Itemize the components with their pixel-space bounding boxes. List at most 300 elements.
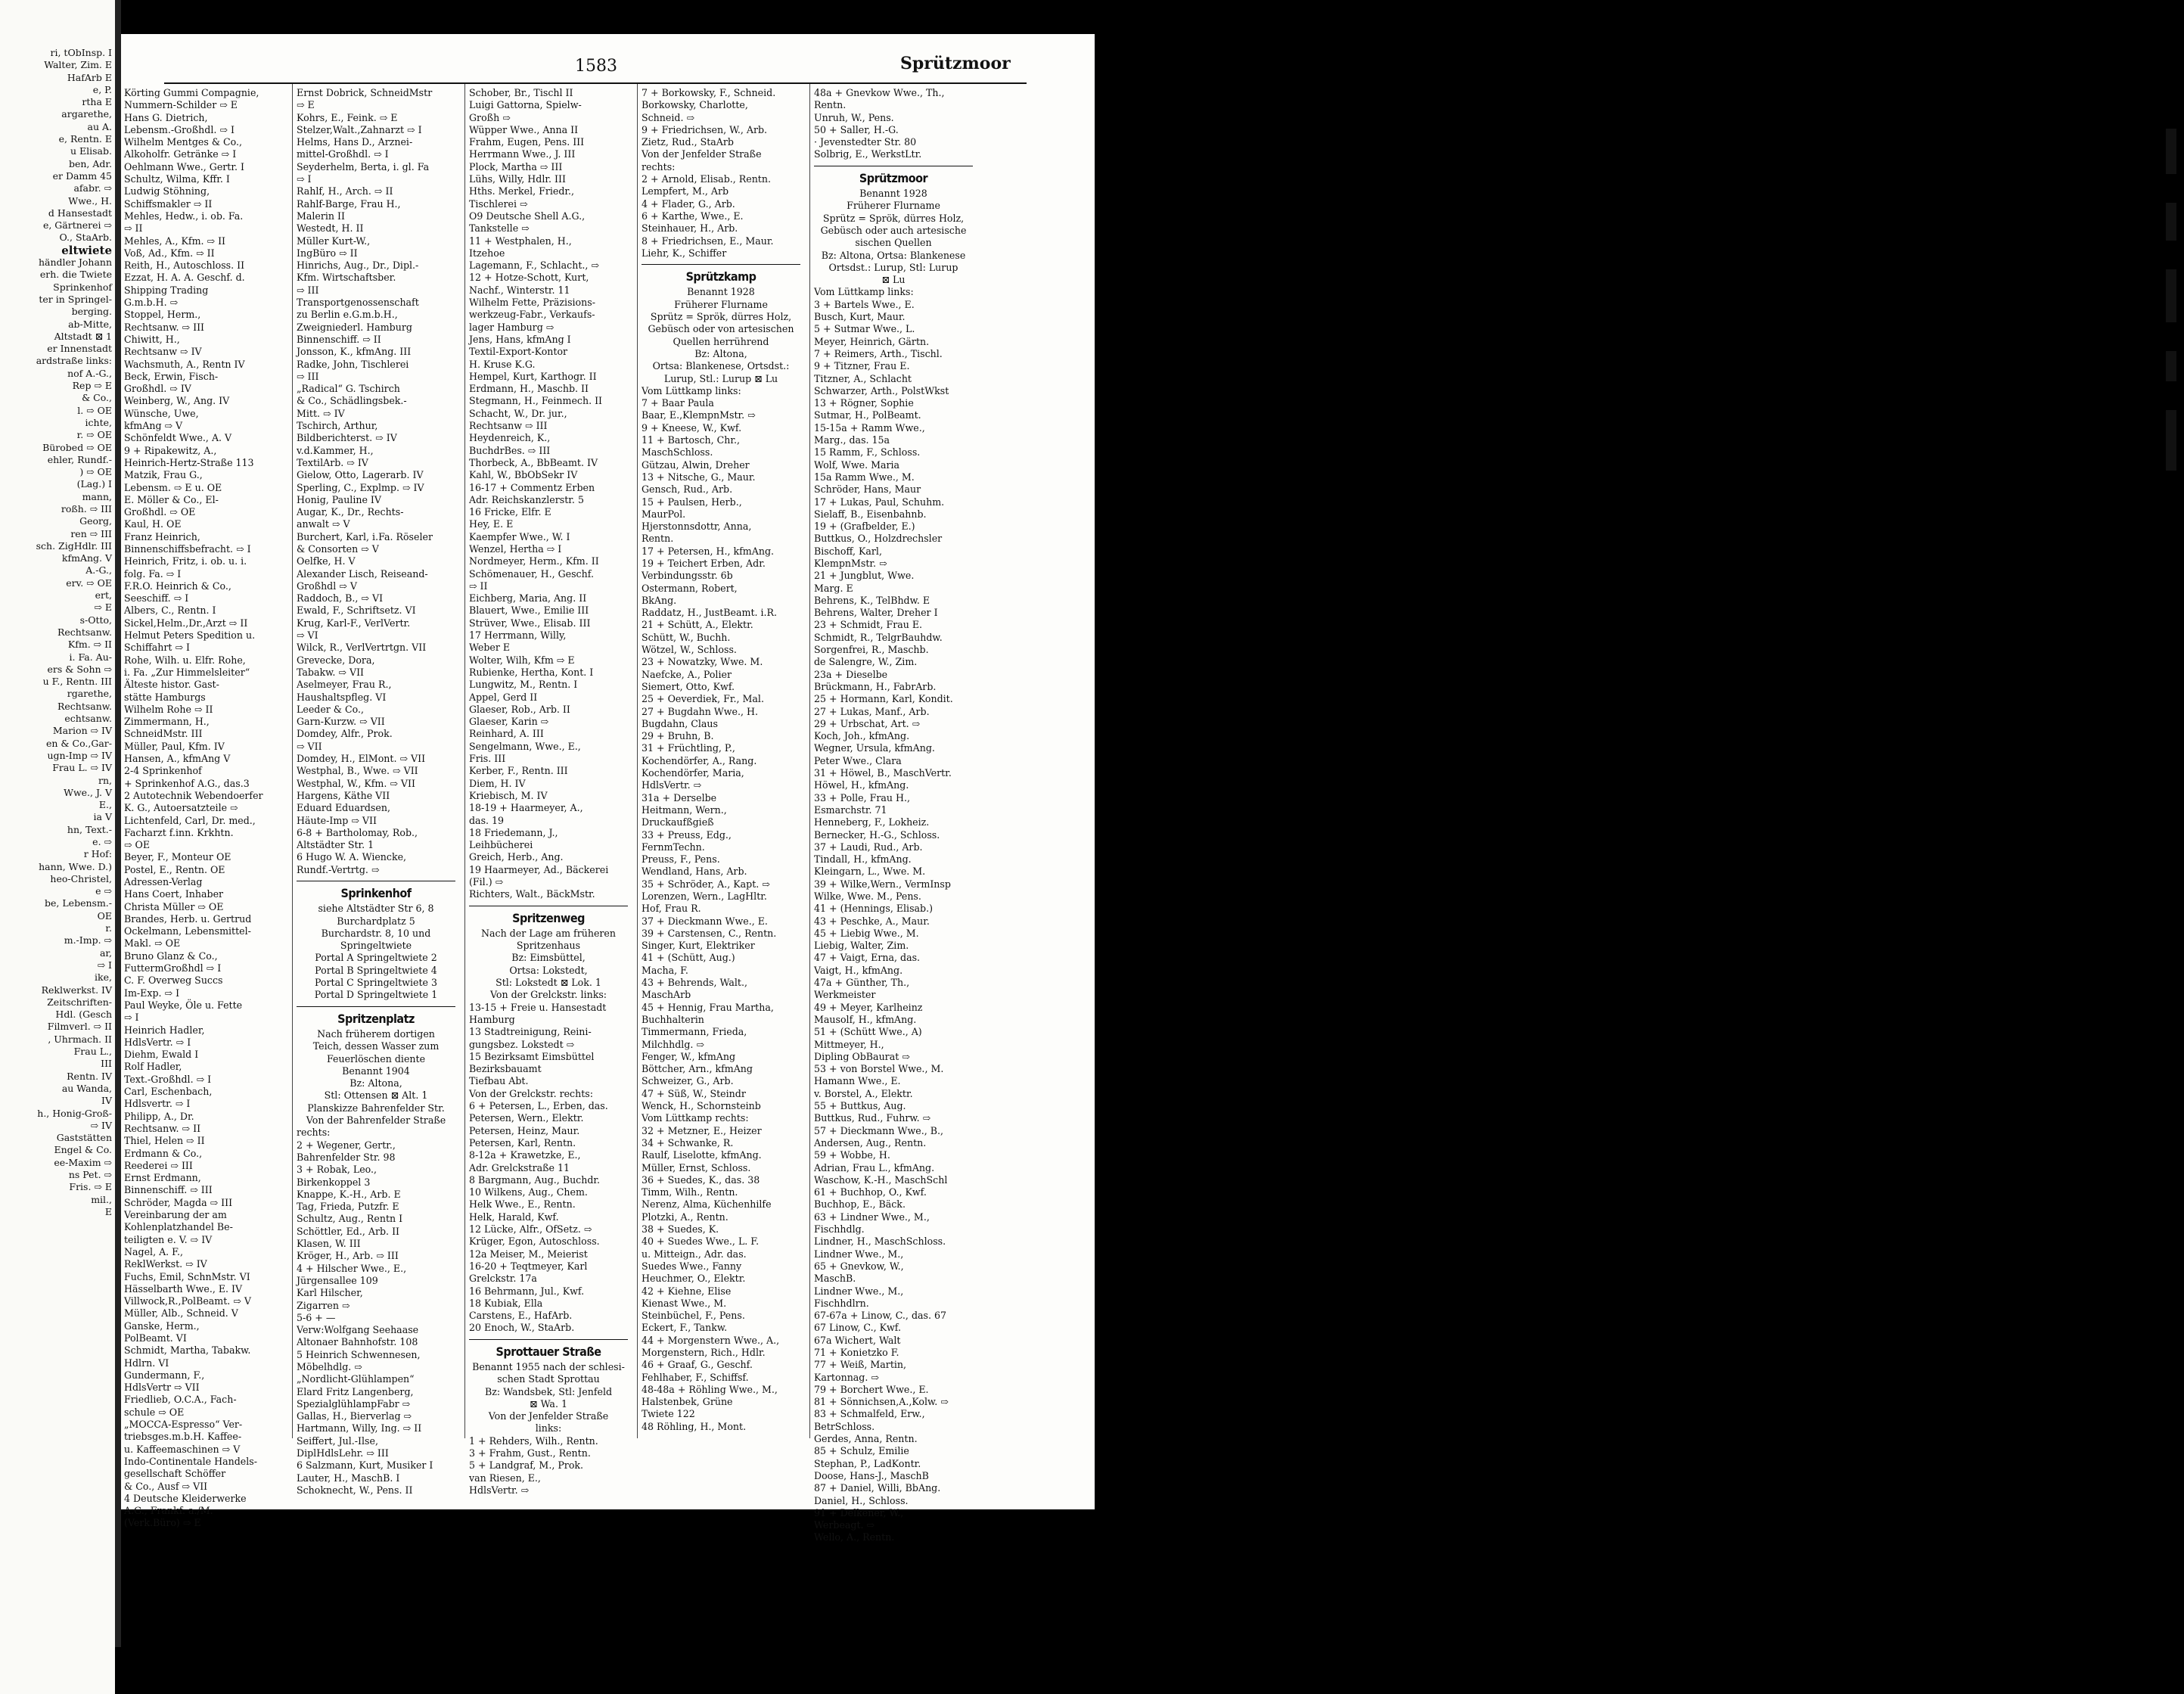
entry-line: Wünsche, Uwe, — [124, 407, 199, 419]
entry-line: HdlsVertr. ⇨ I — [124, 1036, 191, 1048]
entry-line: Matzik, Frau G., — [124, 469, 203, 481]
entry-line: au Wanda, — [61, 1082, 112, 1094]
entry-line: 81 + Sönnichsen,A.,Kolw. ⇨ — [814, 1396, 949, 1408]
entry-line: 55 + Buttkus, Aug. — [814, 1100, 906, 1112]
entry-line: 19 Haarmeyer, Ad., Bäckerei — [469, 863, 609, 875]
entry-line: Frahm, Eugen, Pens. III — [469, 136, 585, 148]
entry-line: 15 Bezirksamt Eimsbüttel — [469, 1050, 595, 1062]
entry-line: Kohrs, E., Feink. ⇨ E — [297, 111, 398, 123]
entry-line: Rep ⇨ E — [72, 380, 112, 392]
entry-line: anwalt ⇨ V — [297, 518, 350, 530]
entry-line: hn, Text.- — [67, 823, 112, 835]
entry-line: Tabakw. ⇨ VII — [297, 666, 365, 678]
entry-line: Behrens, K., TelBhdw. E — [814, 594, 930, 606]
entry-line: 20 Enoch, W., StaArb. — [469, 1322, 575, 1334]
entry-line: Schiffsmakler ⇨ II — [124, 197, 213, 210]
entry-line: 34 + Schwanke, R. — [642, 1136, 734, 1149]
entry-line: l. ⇨ OE — [77, 404, 112, 416]
entry-line: Hdl. (Gesch — [55, 1009, 112, 1021]
entry-line: 25 + Hormann, Karl, Kondit. — [814, 693, 953, 705]
entry-line: Vom Lüttkamp links: — [814, 286, 914, 298]
entry-line: Karl Hilscher, — [297, 1287, 363, 1299]
entry-line: Chiwitt, H., — [124, 333, 180, 345]
entry-line: 8-12a + Krawetzke, E., — [469, 1149, 581, 1161]
entry-line: Lempfert, M., Arb — [642, 185, 729, 197]
entry-line: Westedt, H. II — [297, 222, 364, 235]
entry-line: Helk, Harald, Kwf. — [469, 1211, 559, 1223]
entry-line: Hths. Merkel, Friedr., — [469, 185, 575, 197]
entry-line: 48a + Gnevkow Wwe., Th., — [814, 87, 945, 98]
entry-line: Kriebisch, M. IV — [469, 789, 548, 801]
entry-line: Adressen-Verlag — [124, 876, 203, 887]
entry-line: ⇨ E — [94, 601, 112, 614]
entry-line: Halstenbek, Grüne — [642, 1396, 733, 1408]
column-divider — [292, 84, 293, 1438]
entry-line: Altstädter Str. 1 — [297, 839, 374, 851]
entry-line: 40 + Suedes Wwe., L. F. — [642, 1236, 760, 1248]
entry-line: 13 + Rögner, Sophie — [814, 397, 914, 409]
entry-line: Tschirch, Arthur, — [297, 420, 378, 432]
entry-line: 18 Kubiak, Ella — [469, 1297, 543, 1309]
entry-line: 83 + Schmalfeld, Erw., — [814, 1408, 925, 1420]
entry-line: Indo-Continentale Handels- — [124, 1455, 257, 1467]
entry-line: Stl: Lokstedt ⊠ Lok. 1 — [496, 977, 601, 989]
entry-line: Facharzt f.inn. Krkhtn. — [124, 826, 234, 838]
entry-line: Garn-Kurzw. ⇨ VII — [297, 716, 385, 728]
entry-line: Domdey, Alfr., Prok. — [297, 728, 393, 740]
entry-line: Aselmeyer, Frau R., — [297, 679, 392, 691]
entry-line: Mitt. ⇨ IV — [297, 407, 345, 419]
entry-line: Albers, C., Rentn. I — [124, 605, 216, 617]
entry-line: Burchardplatz 5 — [337, 915, 415, 927]
entry-line: Müller, Alb., Schneid. V — [124, 1307, 238, 1319]
entry-line: Wilhelm Mentges & Co., — [124, 136, 243, 148]
column-4 — [642, 87, 800, 1441]
entry-line: Kartonnag. ⇨ — [814, 1371, 879, 1383]
entry-line: Hey, E. E — [469, 518, 514, 530]
entry-line: Fris. III — [469, 753, 506, 765]
entry-line: ab-Mitte, — [68, 318, 112, 330]
entry-line: 19 + Teichert Erben, Adr. — [642, 557, 766, 569]
entry-line: HdlsVertr. ⇨ — [642, 779, 702, 791]
entry-line: Luigi Gattorna, Spielw- — [469, 99, 582, 111]
entry-line: 37 + Laudi, Rud., Arb. — [814, 841, 923, 853]
entry-line: Stl: Ottensen ⊠ Alt. 1 — [324, 1089, 428, 1102]
entry-line: 17 + Lukas, Paul, Schuhm. — [814, 496, 945, 508]
entry-line: Gaststätten — [56, 1132, 112, 1144]
entry-line: Gerdes, Anna, Rentn. — [814, 1433, 918, 1445]
entry-line: Wolter, Wilh, Kfm ⇨ E — [469, 654, 575, 666]
entry-line: Gensch, Rud., Arb. — [642, 483, 733, 496]
entry-line: Westphal, W., Kfm. ⇨ VII — [297, 777, 415, 789]
entry-line: Text.-Großhdl. ⇨ I — [124, 1073, 212, 1085]
entry-line: 27 + Lukas, Manf., Arb. — [814, 705, 930, 717]
entry-line: ardstraße links: — [36, 355, 112, 367]
entry-line: Erdmann & Co., — [124, 1147, 203, 1159]
entry-line: Lurup, Stl.: Lurup ⊠ Lu — [663, 372, 778, 384]
entry-line: Wilck, R., VerlVertrtgn. VII — [297, 642, 427, 654]
entry-line: e, Rentn. E — [58, 133, 112, 145]
entry-line: 2 + Arnold, Elisab., Rentn. — [642, 173, 771, 185]
entry-line: 15 + Paulsen, Herb., — [642, 496, 742, 508]
entry-line: Wegner, Ursula, kfmAng. — [814, 742, 935, 754]
entry-line: Rahlf-Barge, Frau H., — [297, 197, 401, 210]
entry-line: 12 + Hotze-Schott, Kurt, — [469, 272, 589, 284]
entry-line: Wachsmuth, A., Rentn IV — [124, 358, 245, 370]
entry-line: 46 + Graaf, G., Geschf. — [642, 1359, 753, 1371]
entry-line: Rechtsanw. ⇨ III — [124, 321, 205, 333]
entry-line: rgarethe, — [67, 688, 112, 700]
entry-line: Sprütz = Sprök, dürres Holz, — [650, 311, 792, 323]
entry-line: 67-67a + Linow, C., das. 67 — [814, 1310, 947, 1322]
entry-line: 21 + Schütt, A., Elektr. — [642, 619, 753, 631]
entry-line: 16 Behrmann, Jul., Kwf. — [469, 1285, 585, 1297]
entry-line: Sengelmann, Wwe., E., — [469, 740, 581, 752]
entry-line: kfmAng. V — [61, 552, 112, 564]
entry-line: Kerber, F., Rentn. III — [469, 765, 568, 777]
entry-line: ⇨ VII — [297, 740, 322, 752]
entry-line: Liebig, Walter, Zim. — [814, 940, 909, 952]
entry-line: Helms, Hans D., Arznei- — [297, 136, 413, 148]
entry-line: 6-8 + Bartholomay, Rob., — [297, 826, 418, 838]
entry-line: Burchert, Karl, i.Fa. Röseler — [297, 530, 433, 542]
entry-line: Kahl, W., BbObSekr IV — [469, 469, 578, 481]
entry-line: 8 + Friedrichsen, E., Maur. — [642, 235, 774, 247]
entry-line: Wüpper Wwe., Anna II — [469, 123, 579, 135]
entry-line: Fehlhaber, F., Schiffsf. — [642, 1371, 749, 1383]
entry-line: 7 + Borkowsky, F., Schneid. — [642, 87, 776, 98]
entry-line: Bz: Altona, — [694, 347, 747, 359]
entry-line: FuttermGroßhdl ⇨ I — [124, 962, 222, 974]
entry-line: Reederei ⇨ III — [124, 1159, 193, 1171]
entry-line: van Riesen, E., — [469, 1472, 541, 1484]
entry-line: Schweizer, G., Arb. — [642, 1075, 734, 1087]
entry-line: Rechtsanw ⇨ III — [469, 420, 548, 432]
entry-line: links: — [535, 1422, 562, 1434]
entry-line: 13-15 + Freie u. Hansestadt — [469, 1001, 607, 1013]
entry-line: Lindner, H., MaschSchloss. — [814, 1236, 946, 1248]
entry-line: Bz: Altona, — [350, 1077, 402, 1089]
entry-line: Petersen, Wern., Elektr. — [469, 1112, 584, 1124]
entry-line: Oehlmann Wwe., Gertr. I — [124, 160, 244, 173]
entry-line: Rentn. — [642, 533, 674, 545]
entry-line: Nachf., Winterstr. 11 — [469, 284, 570, 296]
entry-line: 41 + (Schütt, Aug.) — [642, 952, 735, 964]
entry-line: Rechtsanw. ⇨ II — [124, 1122, 201, 1134]
entry-line: Teich, dessen Wasser zum — [312, 1040, 440, 1052]
entry-line: Schröder, Hans, Maur — [814, 483, 921, 496]
entry-line: Lebensm. ⇨ E u. OE — [124, 481, 222, 493]
page-number: 1583 — [575, 57, 617, 76]
entry-line: Transportgenossenschaft — [297, 297, 419, 309]
entry-line: Eichberg, Maria, Ang. II — [469, 592, 587, 605]
entry-line: Milchhdlg. ⇨ — [642, 1038, 704, 1050]
entry-line: Ostermann, Robert, — [642, 582, 738, 594]
entry-line: , Uhrmach. II — [48, 1033, 112, 1045]
entry-line: Rohe, Wilh. u. Elfr. Rohe, — [124, 654, 246, 666]
entry-line: Kfm. Wirtschaftsber. — [297, 272, 396, 284]
entry-line: Erdmann, H., Maschb. II — [469, 383, 589, 395]
entry-line: Appel, Gerd II — [469, 691, 538, 703]
entry-line: ⇨ IV — [90, 1119, 112, 1131]
entry-line: Von der Jenfelder Straße — [488, 1410, 609, 1422]
entry-line: Seiffert, Jul.-Ilse, — [297, 1434, 378, 1447]
entry-line: Lindner Wwe., M., — [814, 1285, 904, 1297]
entry-line: 43 + Behrends, Walt., — [642, 977, 747, 989]
entry-line: Eduard Eduardsen, — [297, 802, 390, 814]
entry-line: Timm, Wilh., Rentn. — [642, 1186, 738, 1198]
entry-line: ehler, Rundf.- — [47, 453, 112, 465]
entry-line: 6 + Petersen, L., Erben, das. — [469, 1100, 608, 1112]
entry-line: hann, Wwe. D.) — [39, 860, 112, 872]
entry-line: erv. ⇨ OE — [66, 577, 112, 589]
entry-line: r. ⇨ OE — [76, 429, 112, 441]
street-heading: Sprinkenhof — [340, 886, 412, 900]
entry-line: Bischoff, Karl, — [814, 545, 882, 557]
entry-line: m.-Imp. ⇨ — [64, 934, 112, 946]
entry-line: 12a Meiser, M., Meierist — [469, 1248, 588, 1260]
entry-line: 48-48a + Röhling Wwe., M., — [642, 1383, 778, 1395]
entry-line: 15-15a + Ramm Wwe., — [814, 421, 925, 434]
entry-line: Seeschiff. ⇨ I — [124, 592, 189, 605]
entry-line: Shipping Trading — [124, 284, 209, 296]
entry-line: „Nordlicht-Glühlampen“ — [297, 1373, 415, 1385]
entry-line: Schultz, Aug., Rentn I — [297, 1213, 403, 1225]
entry-line: Thorbeck, A., BbBeamt. IV — [469, 456, 598, 468]
entry-line: 47a + Günther, Th., — [814, 977, 910, 989]
entry-line: Adr. Grelckstraße 11 — [469, 1161, 570, 1173]
entry-line: C. F. Overweg Succs — [124, 974, 223, 987]
entry-line: Marg. E — [814, 582, 853, 594]
entry-line: Kaul, H. OE — [124, 518, 182, 530]
entry-line: Franz Heinrich, — [124, 530, 200, 542]
entry-line: Von der Grelckstr. links: — [489, 989, 607, 1001]
entry-line: ⇨ VI — [297, 629, 318, 642]
entry-line: Steinhauer, H., Arb. — [642, 222, 738, 235]
entry-line: 50 + Saller, H.-G. — [814, 123, 899, 135]
entry-line: Friedlieb, O.C.A., Fach- — [124, 1394, 237, 1406]
entry-line: schen Stadt Sprottau — [497, 1373, 600, 1385]
entry-line: Schönfeldt Wwe., A. V — [124, 432, 232, 444]
entry-line: de Salengre, W., Zim. — [814, 656, 918, 668]
entry-line: HafArb E — [67, 71, 112, 83]
entry-line: r. — [105, 922, 112, 934]
entry-line: ⊠ Wa. 1 — [530, 1397, 567, 1410]
entry-line: Bruno Glanz & Co., — [124, 950, 218, 962]
entry-line: er Damm 45 — [52, 169, 112, 182]
entry-line: schule ⇨ OE — [124, 1406, 185, 1418]
entry-line: Diem, H. IV — [469, 777, 526, 789]
entry-line: Spritzenhaus — [516, 940, 581, 952]
entry-line: Schacht, W., Dr. jur., — [469, 407, 567, 419]
entry-line: III — [101, 1058, 112, 1070]
entry-line: Ganske, Herm., — [124, 1319, 200, 1332]
entry-line: BkAng. — [642, 594, 677, 606]
entry-line: Paul Weyke, Öle u. Fette — [124, 999, 243, 1011]
entry-line: Mehles, Hedw., i. ob. Fa. — [124, 210, 244, 222]
entry-line: ⇨ II — [124, 222, 143, 235]
entry-line: HdlsVertr ⇨ VII — [124, 1382, 200, 1394]
entry-line: Meyer, Heinrich, Gärtn. — [814, 335, 930, 347]
street-heading: Spritzenplatz — [337, 1011, 415, 1026]
scanner-background — [1095, 0, 1210, 1647]
street-heading: Spritzenweg — [512, 910, 585, 925]
entry-line: K. G., Autoersatzteile ⇨ — [124, 802, 238, 814]
entry-line: werkzeug-Fabr., Verkaufs- — [469, 309, 595, 321]
entry-line: Helk Wwe., E., Rentn. — [469, 1198, 576, 1211]
entry-line: 7 + Baar Paula — [642, 397, 714, 409]
entry-line: Vereinbarung der am — [124, 1209, 227, 1221]
entry-line: ⇨ I — [297, 173, 312, 185]
entry-line: afabr. ⇨ — [73, 182, 112, 194]
entry-line: 33 + Preuss, Edg., — [642, 828, 732, 841]
entry-line: Titzner, A., Schlacht — [814, 372, 912, 384]
entry-line: 9 + Kneese, W., Kwf. — [642, 421, 742, 434]
entry-line: DiplHdlsLehr. ⇨ III — [297, 1447, 389, 1459]
entry-line: Carl, Eschenbach, — [124, 1086, 213, 1098]
entry-line: PolBeamt. VI — [124, 1332, 187, 1344]
entry-line: Früherer Flurname — [674, 298, 768, 310]
entry-line: Benannt 1928 — [687, 286, 755, 298]
entry-line: & Co., — [82, 392, 112, 404]
entry-line: Daniel, H., Schloss. — [814, 1494, 909, 1506]
entry-line: Dipling ObBaurat ⇨ — [814, 1050, 910, 1062]
entry-line: Reinhard, A. III — [469, 728, 544, 740]
entry-line: Zimmermann, H., — [124, 716, 210, 728]
entry-line: 2-4 Sprinkenhof — [124, 765, 202, 777]
entry-line: TextilArb. ⇨ IV — [297, 456, 368, 468]
entry-line: Zweigniederl. Hamburg — [297, 321, 412, 333]
entry-line: 5-6 + — — [297, 1311, 336, 1323]
entry-line: Glaeser, Rob., Arb. II — [469, 703, 570, 715]
entry-line: Sperling, C., Explmp. ⇨ IV — [297, 481, 424, 493]
entry-line: Heinrich, Fritz, i. ob. u. i. — [124, 555, 247, 567]
entry-line: Peter Wwe., Clara — [814, 754, 902, 766]
entry-line: Lungwitz, M., Rentn. I — [469, 679, 578, 691]
entry-line: 51 + (Schütt Wwe., A) — [814, 1026, 922, 1038]
entry-line: Heinrich Hadler, — [124, 1024, 205, 1036]
entry-line: Richters, Walt., BäckMstr. — [469, 888, 595, 900]
entry-line: Krüger, Egon, Autoschloss. — [469, 1236, 600, 1248]
entry-line: ⇨ E — [297, 99, 315, 111]
entry-line: en & Co.,Gar- — [46, 737, 112, 749]
entry-line: Müller Kurt-W., — [297, 235, 371, 247]
entry-line: Wenck, H., Schornsteinb — [642, 1100, 761, 1112]
entry-line: Schultz, Wilma, Kffr. I — [124, 173, 230, 185]
entry-line: Strüver, Wwe., Elisab. III — [469, 617, 591, 629]
section-rule — [469, 1339, 628, 1340]
entry-line: Postel, E., Rentn. OE — [124, 863, 225, 875]
entry-line: ers & Sohn ⇨ — [47, 663, 112, 675]
entry-line: Schoknecht, W., Pens. II — [297, 1484, 413, 1496]
entry-line: & Consorten ⇨ V — [297, 542, 379, 555]
entry-line: 85 + Schulz, Emilie — [814, 1445, 909, 1457]
entry-line: Rechtsanw. — [57, 700, 112, 712]
entry-line: Elard Fritz Langenberg, — [297, 1385, 414, 1397]
entry-line: (Verk.Büro) ⇨ E — [124, 1517, 201, 1529]
entry-line: BuchdrBes. ⇨ III — [469, 444, 551, 456]
entry-line: Schröder, Magda ⇨ III — [124, 1196, 233, 1208]
entry-line: Sprütz = Sprök, dürres Holz, — [822, 212, 965, 224]
entry-line: rechts: — [297, 1127, 331, 1139]
entry-line: OE — [97, 909, 112, 922]
entry-line: Alkoholfr. Getränke ⇨ I — [124, 148, 237, 160]
entry-line: Steinbüchel, F., Pens. — [642, 1310, 745, 1322]
entry-line: be, Lebensm.- — [45, 897, 112, 909]
entry-line: Hans Coert, Inhaber — [124, 888, 224, 900]
entry-line: Nordmeyer, Herm., Kfm. II — [469, 555, 599, 567]
entry-line: BetrSchloss. — [814, 1420, 875, 1432]
entry-line: 36 + Suedes, K., das. 38 — [642, 1173, 760, 1186]
entry-line: Glaeser, Karin ⇨ — [469, 716, 549, 728]
entry-line: Stephan, P., LadKontr. — [814, 1457, 921, 1469]
entry-line: folg. Fa. ⇨ I — [124, 567, 182, 580]
entry-line: Itzehoe — [469, 247, 505, 259]
entry-line: Hempel, Kurt, Karthogr. II — [469, 370, 597, 382]
entry-line: echtsanw. — [64, 713, 112, 725]
entry-line: ee-Maxim ⇨ — [54, 1156, 112, 1168]
entry-line: Hdlsvertr. ⇨ I — [124, 1098, 191, 1110]
entry-line: Tankstelle ⇨ — [469, 222, 530, 235]
entry-line: O., StaArb. — [59, 232, 112, 244]
entry-line: 39 + Carstensen, C., Rentn. — [642, 927, 777, 939]
entry-line: ⇨ I — [97, 959, 112, 971]
entry-line: Im-Exp. ⇨ I — [124, 987, 180, 999]
entry-line: Wendland, Hans, Arb. — [642, 866, 747, 878]
entry-line: Diehm, Ewald I — [124, 1049, 199, 1061]
entry-line: Stoppel, Herm., — [124, 309, 201, 321]
entry-line: er Innenstadt — [47, 343, 112, 355]
entry-line: 39 + Wilke,Wern., VermInsp — [814, 878, 951, 890]
entry-line: A.G., Frankf. a./M. — [124, 1505, 213, 1517]
entry-line: Zeitschriften- — [47, 996, 112, 1008]
entry-line: Kochendörfer, A., Rang. — [642, 754, 757, 766]
entry-line: e ⇨ — [95, 885, 112, 897]
entry-line: + Sprinkenhof A.G., das.3 — [124, 777, 250, 789]
entry-line: ter in Springel- — [39, 293, 112, 305]
entry-line: Greich, Herb., Ang. — [469, 851, 564, 863]
entry-line: Verbindungsstr. 6b — [642, 570, 733, 582]
entry-line: Kienast Wwe., M. — [642, 1297, 727, 1309]
entry-line: 6 + Karthe, Wwe., E. — [642, 210, 744, 222]
header-rule — [164, 82, 1027, 84]
entry-line: Wilhelm Fette, Präzisions- — [469, 297, 595, 309]
entry-line: stätte Hamburgs — [124, 691, 206, 703]
entry-line: Wilke, Wwe. M., Pens. — [814, 891, 921, 902]
entry-line: ns Pet. ⇨ — [68, 1169, 112, 1181]
entry-line: MaschArb — [642, 989, 691, 1001]
entry-line: „Radical“ G. Tschirch — [297, 383, 400, 395]
entry-line: Ludwig Stöhning, — [124, 185, 210, 197]
entry-line: Springeltwiete — [340, 940, 412, 952]
entry-line: Binnenschiffsbefracht. ⇨ I — [124, 542, 251, 555]
entry-line: Buttkus, O., Holzdrechsler — [814, 533, 943, 545]
entry-line: d Hansestadt — [48, 207, 112, 219]
entry-line: Georg, — [79, 515, 112, 527]
section-rule — [642, 264, 800, 265]
street-heading: Sprützmoor — [859, 170, 928, 185]
entry-line: Rolf Hadler, — [124, 1061, 182, 1073]
entry-line: Häute-Imp ⇨ VII — [297, 814, 377, 826]
entry-line: 49 + Meyer, Karlheinz — [814, 1001, 923, 1013]
entry-line: Mehles, A., Kfm. ⇨ II — [124, 235, 226, 247]
entry-line: Augar, K., Dr., Rechts- — [297, 506, 404, 518]
entry-line: Marion ⇨ IV — [52, 725, 112, 737]
entry-line: 53 + von Borstel Wwe., M. — [814, 1063, 944, 1075]
entry-line: 9 + Friedrichsen, W., Arb. — [642, 123, 768, 135]
entry-line: mil., — [91, 1193, 112, 1205]
entry-line: 23a + Dieselbe — [814, 668, 888, 680]
